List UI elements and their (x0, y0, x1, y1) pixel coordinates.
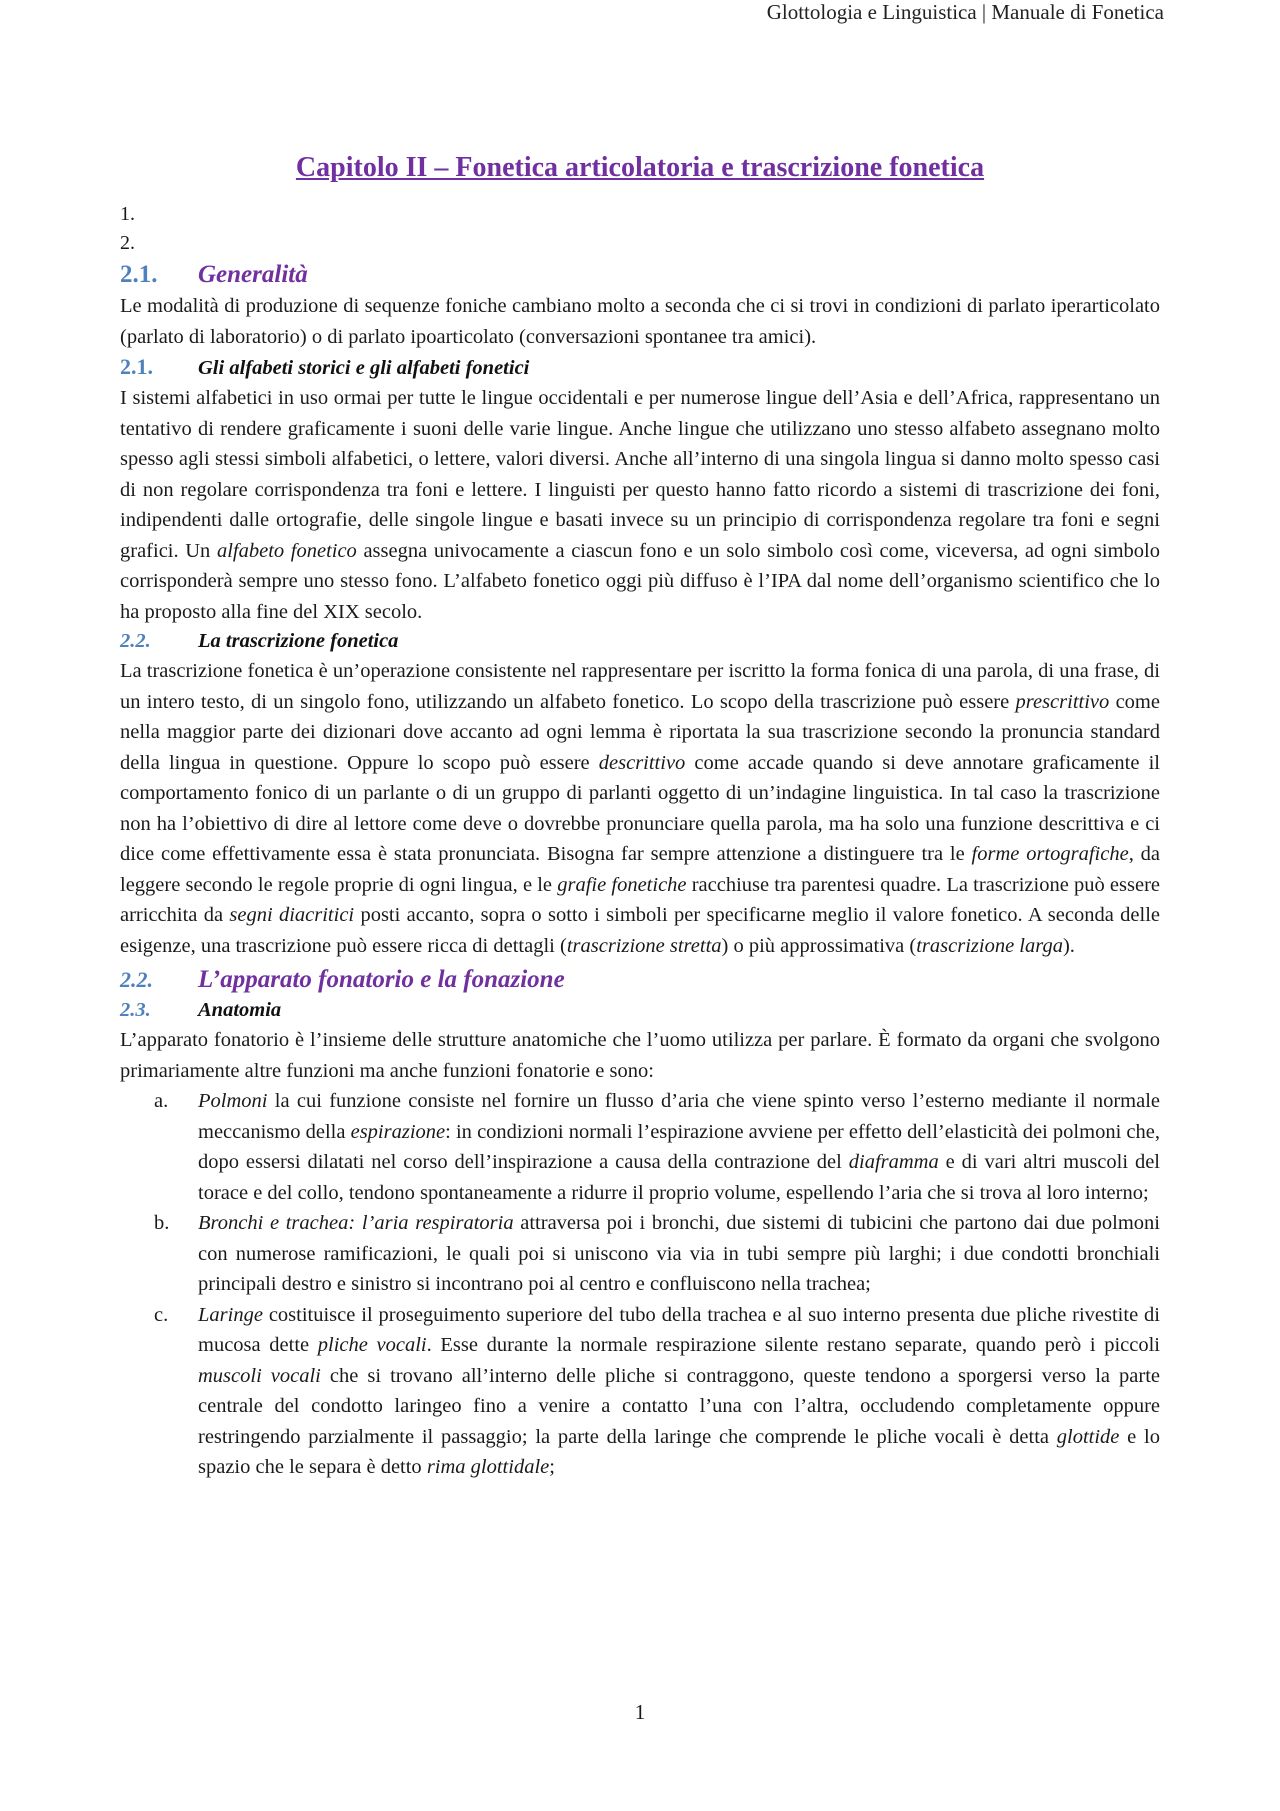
subsection-heading-anatomia (120, 996, 1160, 1025)
section-number: 2.2. (120, 967, 153, 992)
section-heading-generalita (120, 258, 1160, 291)
paragraph: Le modalità di produzione di sequenze foniche cambiano molto a seconda che ci si trovi in condizioni di parlato iperarticolato (parlato di laboratorio) o di parlato ipoarticolato (conversazioni spontanee tra amici). (120, 295, 1160, 348)
section-number: 2.1. (120, 261, 158, 288)
paragraph: I sistemi alfabetici in uso ormai per tutte le lingue occidentali e per numerose lingue dell’Asia e dell’Africa, rappresentano un tentativo di rendere graficamente i suoni delle varie lingue. Anche lingue che utilizzano uno stesso alfabeto assegnano molto spesso agli stessi simboli alfabetici, o lettere, valori diversi. Anche all’interno di una singola lingua si danno molto spesso casi di non regolare corrispondenza tra foni e lettere. I linguisti per questo hanno fatto ricordo a sistemi di trascrizione dei foni, indipendenti dalle ortografie, delle singole lingue e basati invece su un principio di corrispondenza regolare tra foni e segni grafici. Un alfabeto fonetico assegna univocamente a ciascun fono e un solo simbolo così come, viceversa, ad ogni simbolo corrisponderà sempre uno stesso fono. L’alfabeto fonetico oggi più diffuso è l’IPA dal nome dell’organismo scientifico che lo ha proposto alla fine del XIX secolo. (120, 387, 1160, 623)
list-item: a. Polmoni la cui funzione consiste nel fornire un flusso d’aria che viene spinto verso l’esterno mediante il normale meccanismo della espirazione: in condizioni normali l’espirazione avviene per effetto dell’elasticità dei polmoni che, dopo essersi dilatati nel corso dell’inspirazione a causa della contrazione del diaframma e di vari altri muscoli del torace e del collo, tendono spontaneamente a ridurre il proprio volume, espellendo l’aria che si trova al loro interno; (154, 1090, 1160, 1204)
subsection-heading-alfabeti (120, 352, 1160, 383)
paragraph: La trascrizione fonetica è un’operazione consistente nel rappresentare per iscritto la forma fonica di una parola, di una frase, di un intero testo, di un singolo fono, utilizzando un alfabeto fonetico. Lo scopo della trascrizione può essere prescrittivo come nella maggior parte dei dizionari dove accanto ad ogni lemma è riportata la sua trascrizione secondo la pronuncia standard della lingua in questione. Oppure lo scopo può essere descrittivo come accade quando si deve annotare graficamente il comportamento fonico di un parlante o di un gruppo di parlanti oggetto di un’indagine linguistica. In tal caso la trascrizione non ha l’obiettivo di dire al lettore come deve o dovrebbe pronunciare quella parola, ma ha solo una funzione descrittiva e ci dice come effettivamente essa è stata pronunciata. Bisogna far sempre attenzione a distinguere tra le forme ortografiche, da leggere secondo le regole proprie di ogni lingua, e le grafie fonetiche racchiuse tra parentesi quadre. La trascrizione può essere arricchita da segni diacritici posti accanto, sopra o sotto i simboli per specificarne meglio il valore fonetico. A seconda delle esigenze, una trascrizione può essere ricca di dettagli (trascrizione stretta) o più approssimativa (trascrizione larga). (120, 660, 1160, 957)
paragraph: L’apparato fonatorio è l’insieme delle strutture anatomiche che l’uomo utilizza per parlare. È formato da organi che svolgono primariamente altre funzioni ma anche funzioni fonatorie e sono: (120, 1029, 1160, 1082)
section-title: Gli alfabeti storici e gli alfabeti fonetici (198, 357, 530, 379)
page-content (120, 150, 1160, 1483)
section-title: Anatomia (198, 999, 282, 1021)
section-number: 2.3. (120, 999, 151, 1021)
list-item: b. Bronchi e trachea: l’aria respiratoria attraversa poi i bronchi, due sistemi di tubicini che partono dai due polmoni con numerose ramificazioni, le quali poi si uniscono via via in tubi sempre più larghi; i due condotti bronchiali principali destro e sinistro si incontrano poi al centro e confluiscono nella trachea; (154, 1212, 1160, 1295)
empty-list-number: 2. (120, 232, 135, 254)
section-title: La trascrizione fonetica (198, 630, 399, 652)
page-number: 1 (634, 1700, 646, 1724)
empty-list-number: 1. (120, 203, 135, 225)
list-item: c. Laringe costituisce il proseguimento superiore del tubo della trachea e al suo interno presenta due pliche rivestite di mucosa dette pliche vocali. Esse durante la normale respirazione silente restano separate, quando però i piccoli muscoli vocali che si trovano all’interno delle pliche si contraggono, queste tendono a sporgersi verso la parte centrale del condotto laringeo fino a venire a contatto l’una con l’altra, occludendo completamente oppure restringendo parzialmente il passaggio; la parte della laringe che comprende le pliche vocali è detta glottide e lo spazio che le separa è detto rima glottidale; (154, 1303, 1160, 1478)
section-title: Generalità (198, 261, 308, 288)
section-title: L’apparato fonatorio e la fonazione (198, 966, 565, 993)
section-number: 2.2. (120, 630, 151, 652)
section-number: 2.1. (120, 354, 153, 379)
section-heading-apparato (120, 963, 1160, 996)
running-header: Glottologia e Linguistica | Manuale di Fonetica (766, 0, 1164, 24)
organ-list (120, 1086, 1160, 1483)
chapter-title: Capitolo II – Fonetica articolatoria e trascrizione fonetica (295, 152, 985, 183)
subsection-heading-trascrizione (120, 627, 1160, 656)
